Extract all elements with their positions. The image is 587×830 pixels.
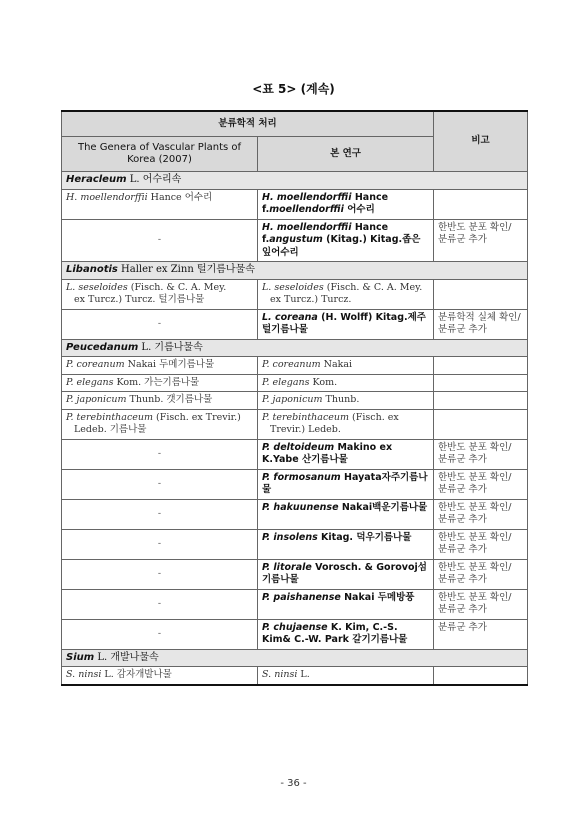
taxon-name: L. coreana xyxy=(262,311,318,323)
cell-genera xyxy=(62,667,258,685)
taxon-rest: Thunb. xyxy=(322,394,360,405)
genus-name: Libanotis xyxy=(66,264,118,275)
genus-name: Peucedanum xyxy=(66,341,139,353)
taxon-line2: 제주털기름나물 xyxy=(262,311,426,335)
cell-remarks xyxy=(434,374,528,392)
cell-remarks: 한반도 분포 확인/ 분류군 추가 xyxy=(434,469,528,499)
taxon-rest: Nakai xyxy=(320,359,353,370)
cell-this-study xyxy=(258,499,434,529)
taxon-line2: ex Turcz.) Turcz. xyxy=(270,294,352,305)
cell-this-study xyxy=(258,219,434,262)
taxon-rest: Nakai 두메방풍 xyxy=(340,591,415,603)
cell-remarks: 한반도 분포 확인/ 분류군 추가 xyxy=(434,219,528,262)
taxon-name: S. ninsi xyxy=(66,669,102,680)
taxon-line2: 섬기름나물 xyxy=(262,561,427,585)
cell-remarks: 한반도 분포 확인/ 분류군 추가 xyxy=(434,559,528,589)
table-row xyxy=(62,589,528,619)
taxon-name: S. ninsi xyxy=(262,669,298,680)
cell-remarks: 한반도 분포 확인/ 분류군 추가 xyxy=(434,499,528,529)
taxon-line2: 자주기름나물 xyxy=(262,471,428,495)
cell-genera xyxy=(62,374,258,392)
taxon-rest: (Fisch. & C. A. Mey. xyxy=(323,281,423,293)
cell-remarks xyxy=(434,409,528,439)
taxon-name: L. seseloides xyxy=(66,281,128,293)
cell-this-study xyxy=(258,439,434,469)
taxon-line2: & C.-W. Park 갈기기름나물 xyxy=(282,634,408,645)
header-remarks: 비고 xyxy=(434,111,528,172)
taxon-rest: Kom. 가는기름나물 xyxy=(113,376,200,388)
genus-row-sium xyxy=(62,649,528,667)
taxon-rest: L. xyxy=(297,669,310,680)
genus-name: Sium xyxy=(66,651,95,663)
table-row xyxy=(62,357,528,375)
taxon-rest: Makino ex K. xyxy=(262,441,393,465)
taxon-name: P. chujaense xyxy=(262,621,328,633)
page-number: - 36 - xyxy=(280,778,307,789)
taxon-name: P. formosanum xyxy=(262,471,341,483)
table-row xyxy=(62,392,528,410)
genus-rest: Haller ex Zinn 털기름나물속 xyxy=(117,264,255,275)
taxon-rest: Kitag. 덕우기름나물 xyxy=(317,531,412,543)
table-row xyxy=(62,469,528,499)
cell-this-study xyxy=(258,667,434,685)
genus-row-libanotis xyxy=(62,262,528,280)
taxon-name: P. japonicum xyxy=(262,394,323,405)
cell-this-study xyxy=(258,589,434,619)
taxon-name: H. moellendorffii xyxy=(66,191,148,203)
table-row xyxy=(62,499,528,529)
taxon-name: P. terebinthaceum xyxy=(262,411,350,423)
taxon-rest: (H. Wolff) Kitag. xyxy=(317,311,408,323)
table-row xyxy=(62,309,528,339)
cell-genera: - xyxy=(62,469,258,499)
cell-this-study xyxy=(258,469,434,499)
taxon-rest: (Fisch. & C. A. Mey. xyxy=(127,281,227,293)
table-row xyxy=(62,439,528,469)
table-row xyxy=(62,667,528,685)
cell-genera xyxy=(62,392,258,410)
taxon-line2 xyxy=(269,204,375,215)
genus-name: Heracleum xyxy=(66,174,127,185)
taxon-name: P. insolens xyxy=(262,531,318,543)
taxon-name: P. paishanense xyxy=(262,591,341,603)
cell-remarks: 한반도 분포 확인/ 분류군 추가 xyxy=(434,439,528,469)
taxon-line2: 백운기름나물 xyxy=(372,501,428,513)
taxon-line3: 좁은잎어수리 xyxy=(262,234,421,258)
cell-this-study xyxy=(258,374,434,392)
taxon-name: P. coreanum xyxy=(66,359,125,370)
taxon-name: P. elegans xyxy=(262,376,310,388)
genus-rest: L. 기름나물속 xyxy=(138,341,203,353)
taxon-rest: Thunb. 갯기름나물 xyxy=(126,394,213,405)
table-row xyxy=(62,529,528,559)
cell-genera: - xyxy=(62,219,258,262)
table-row xyxy=(62,189,528,219)
taxon-rest: (Fisch. ex Trevir.) xyxy=(153,411,241,423)
cell-genera xyxy=(62,409,258,439)
cell-genera: - xyxy=(62,439,258,469)
taxon-rest-2: (Kitag.) Kitag. xyxy=(322,234,403,245)
taxon-name: P. japonicum xyxy=(66,394,127,405)
taxon-rest: Vorosch. & Gorovoj xyxy=(311,561,418,573)
cell-this-study xyxy=(258,529,434,559)
taxon-name: P. coreanum xyxy=(262,359,321,370)
taxon-rest: Hayata xyxy=(340,471,382,483)
genus-row-peucedanum xyxy=(62,339,528,357)
table-row xyxy=(62,279,528,309)
table-row xyxy=(62,619,528,649)
cell-genera xyxy=(62,189,258,219)
taxon-name-2: moellendorffii xyxy=(269,204,344,215)
cell-remarks xyxy=(434,392,528,410)
cell-this-study xyxy=(258,189,434,219)
taxon-line2: Trevir.) Ledeb. xyxy=(270,424,341,435)
taxon-line2 xyxy=(269,234,402,245)
taxon-line2: Ledeb. 기름나물 xyxy=(74,424,147,435)
cell-this-study xyxy=(258,619,434,649)
cell-genera xyxy=(62,279,258,309)
header-genera: The Genera of Vascular Plants of Korea (2007) xyxy=(62,137,258,172)
cell-remarks xyxy=(434,189,528,219)
cell-genera: - xyxy=(62,619,258,649)
taxon-rest: Nakai xyxy=(338,501,373,513)
cell-this-study xyxy=(258,309,434,339)
taxon-name: H. moellendorffii xyxy=(262,191,352,203)
taxon-name: P. deltoideum xyxy=(262,441,335,453)
cell-this-study xyxy=(258,559,434,589)
taxon-rest: Nakai 두메기름나물 xyxy=(124,359,215,370)
cell-genera xyxy=(62,357,258,375)
taxon-rest: Hance f. xyxy=(262,191,389,215)
header-this-study: 본 연구 xyxy=(258,137,434,172)
taxon-rest: L. 감자개발나물 xyxy=(101,669,172,680)
table-row xyxy=(62,559,528,589)
taxon-rest: Hance 어수리 xyxy=(147,191,213,203)
cell-remarks xyxy=(434,279,528,309)
taxon-rest: K. Kim, C.-S. Kim xyxy=(262,621,398,645)
taxon-name: P. terebinthaceum xyxy=(66,411,154,423)
cell-this-study xyxy=(258,357,434,375)
taxonomy-table xyxy=(61,110,528,686)
taxon-line2: ex Turcz.) Turcz. 털기름나물 xyxy=(74,294,205,305)
cell-remarks: 분류군 추가 xyxy=(434,619,528,649)
table-row xyxy=(62,409,528,439)
taxon-name-2: angustum xyxy=(269,234,323,245)
cell-remarks: 한반도 분포 확인/ 분류군 추가 xyxy=(434,589,528,619)
cell-remarks: 한반도 분포 확인/ 분류군 추가 xyxy=(434,529,528,559)
genus-rest: L. 어수리속 xyxy=(126,174,182,185)
cell-genera: - xyxy=(62,559,258,589)
taxon-rest: Hance f. xyxy=(262,221,389,245)
genus-row-heracleum xyxy=(62,172,528,190)
taxon-rest: Kom. xyxy=(309,376,338,388)
taxon-rest-2: 어수리 xyxy=(343,204,375,215)
taxon-rest: (Fisch. ex xyxy=(349,411,399,423)
taxon-name: H. moellendorffii xyxy=(262,221,352,233)
cell-remarks xyxy=(434,357,528,375)
table-row xyxy=(62,219,528,262)
cell-genera: - xyxy=(62,499,258,529)
taxon-name: L. seseloides xyxy=(262,281,324,293)
cell-this-study xyxy=(258,409,434,439)
cell-this-study xyxy=(258,392,434,410)
taxon-line2: Yabe 산기름나물 xyxy=(272,454,348,465)
taxon-name: P. elegans xyxy=(66,376,114,388)
table-title: <표 5> (계속) xyxy=(252,82,335,96)
table-row xyxy=(62,374,528,392)
cell-genera: - xyxy=(62,529,258,559)
genus-rest: L. 개발나물속 xyxy=(94,651,159,663)
cell-this-study xyxy=(258,279,434,309)
cell-remarks xyxy=(434,667,528,685)
cell-genera: - xyxy=(62,309,258,339)
taxon-name: P. litorale xyxy=(262,561,312,573)
taxon-name: P. hakuunense xyxy=(262,501,339,513)
cell-remarks: 분류학적 실체 확인/ 분류군 추가 xyxy=(434,309,528,339)
cell-genera: - xyxy=(62,589,258,619)
header-taxonomic-treatment: 분류학적 처리 xyxy=(62,111,434,137)
